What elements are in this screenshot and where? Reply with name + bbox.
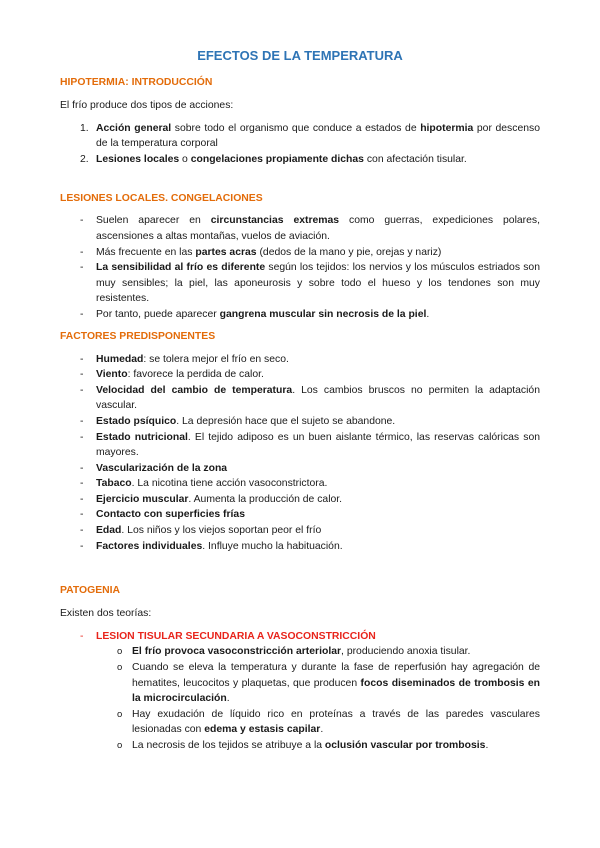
list-item: - Suelen aparecer en circunstancias extremas como guerras, expediciones polares, ascensiones a altas montañas, vuelos de aviación. bbox=[60, 213, 540, 244]
list-item: 2. Lesiones locales o congelaciones propiamente dichas con afectación tisular. bbox=[80, 153, 467, 165]
list-item: - La sensibilidad al frío es diferente según los tejidos: los nervios y los músculos estriados son muy sensibles; la piel, las aponeurosis y sobre todo el hueso y los tendones son muy resistentes. bbox=[60, 260, 540, 307]
list-item: - Estado psíquico. La depresión hace que el sujeto se abandone. bbox=[60, 414, 540, 430]
lesiones-list bbox=[60, 213, 540, 322]
list-item: o El frío provoca vasoconstricción arteriolar, produciendo anoxia tisular. bbox=[60, 644, 540, 660]
heading-patogenia: PATOGENIA bbox=[60, 585, 121, 597]
list-item-teoria: - LESION TISULAR SECUNDARIA A VASOCONSTRICCIÓN bbox=[60, 629, 540, 645]
list-item: - Tabaco. La nicotina tiene acción vasoconstrictora. bbox=[60, 476, 540, 492]
list-item: - Humedad: se tolera mejor el frío en seco. bbox=[60, 352, 540, 368]
list-item: 1. Acción general sobre todo el organismo que conduce a estados de hipotermia por descenso de la temperatura corporal bbox=[80, 122, 540, 150]
teorias-list bbox=[60, 629, 540, 645]
factores-list bbox=[60, 352, 540, 555]
list-item: - Estado nutricional. El tejido adiposo es un buen aislante térmico, las reservas calóricas son mayores. bbox=[60, 430, 540, 461]
list-item: - Contacto con superficies frías bbox=[60, 507, 540, 523]
list-item: - Viento: favorece la perdida de calor. bbox=[60, 367, 540, 383]
list-item: - Factores individuales. Influye mucho la habituación. bbox=[60, 539, 540, 555]
hipotermia-intro: El frío produce dos tipos de acciones: bbox=[60, 100, 234, 111]
list-item: - Edad. Los niños y los viejos soportan peor el frío bbox=[60, 523, 540, 539]
heading-lesiones-locales: LESIONES LOCALES. CONGELACIONES bbox=[60, 193, 263, 205]
list-item: - Más frecuente en las partes acras (dedos de la mano y pie, orejas y nariz) bbox=[60, 245, 540, 261]
list-item: o Cuando se eleva la temperatura y durante la fase de reperfusión hay agregación de hematites, leucocitos y plaquetas, que producen focos diseminados de trombosis en la microcirculación. bbox=[60, 660, 540, 707]
document-title: EFECTOS DE LA TEMPERATURA bbox=[197, 48, 403, 63]
list-item: o La necrosis de los tejidos se atribuye a la oclusión vascular por trombosis. bbox=[60, 738, 540, 754]
list-item: o Hay exudación de líquido rico en proteínas a través de las paredes vasculares lesionadas con edema y estasis capilar. bbox=[60, 707, 540, 738]
heading-factores-predisponentes: FACTORES PREDISPONENTES bbox=[60, 330, 216, 342]
list-item: - Ejercicio muscular. Aumenta la producción de calor. bbox=[60, 492, 540, 508]
teoria-detalle-list bbox=[60, 644, 540, 753]
list-item: - Velocidad del cambio de temperatura. Los cambios bruscos no permiten la adaptación vascular. bbox=[60, 383, 540, 414]
list-item: - Vascularización de la zona bbox=[60, 461, 540, 477]
heading-hipotermia: HIPOTERMIA: INTRODUCCIÓN bbox=[60, 77, 213, 88]
list-item: - Por tanto, puede aparecer gangrena muscular sin necrosis de la piel. bbox=[60, 307, 540, 323]
hipotermia-list bbox=[60, 121, 540, 168]
patogenia-intro: Existen dos teorías: bbox=[60, 608, 152, 620]
